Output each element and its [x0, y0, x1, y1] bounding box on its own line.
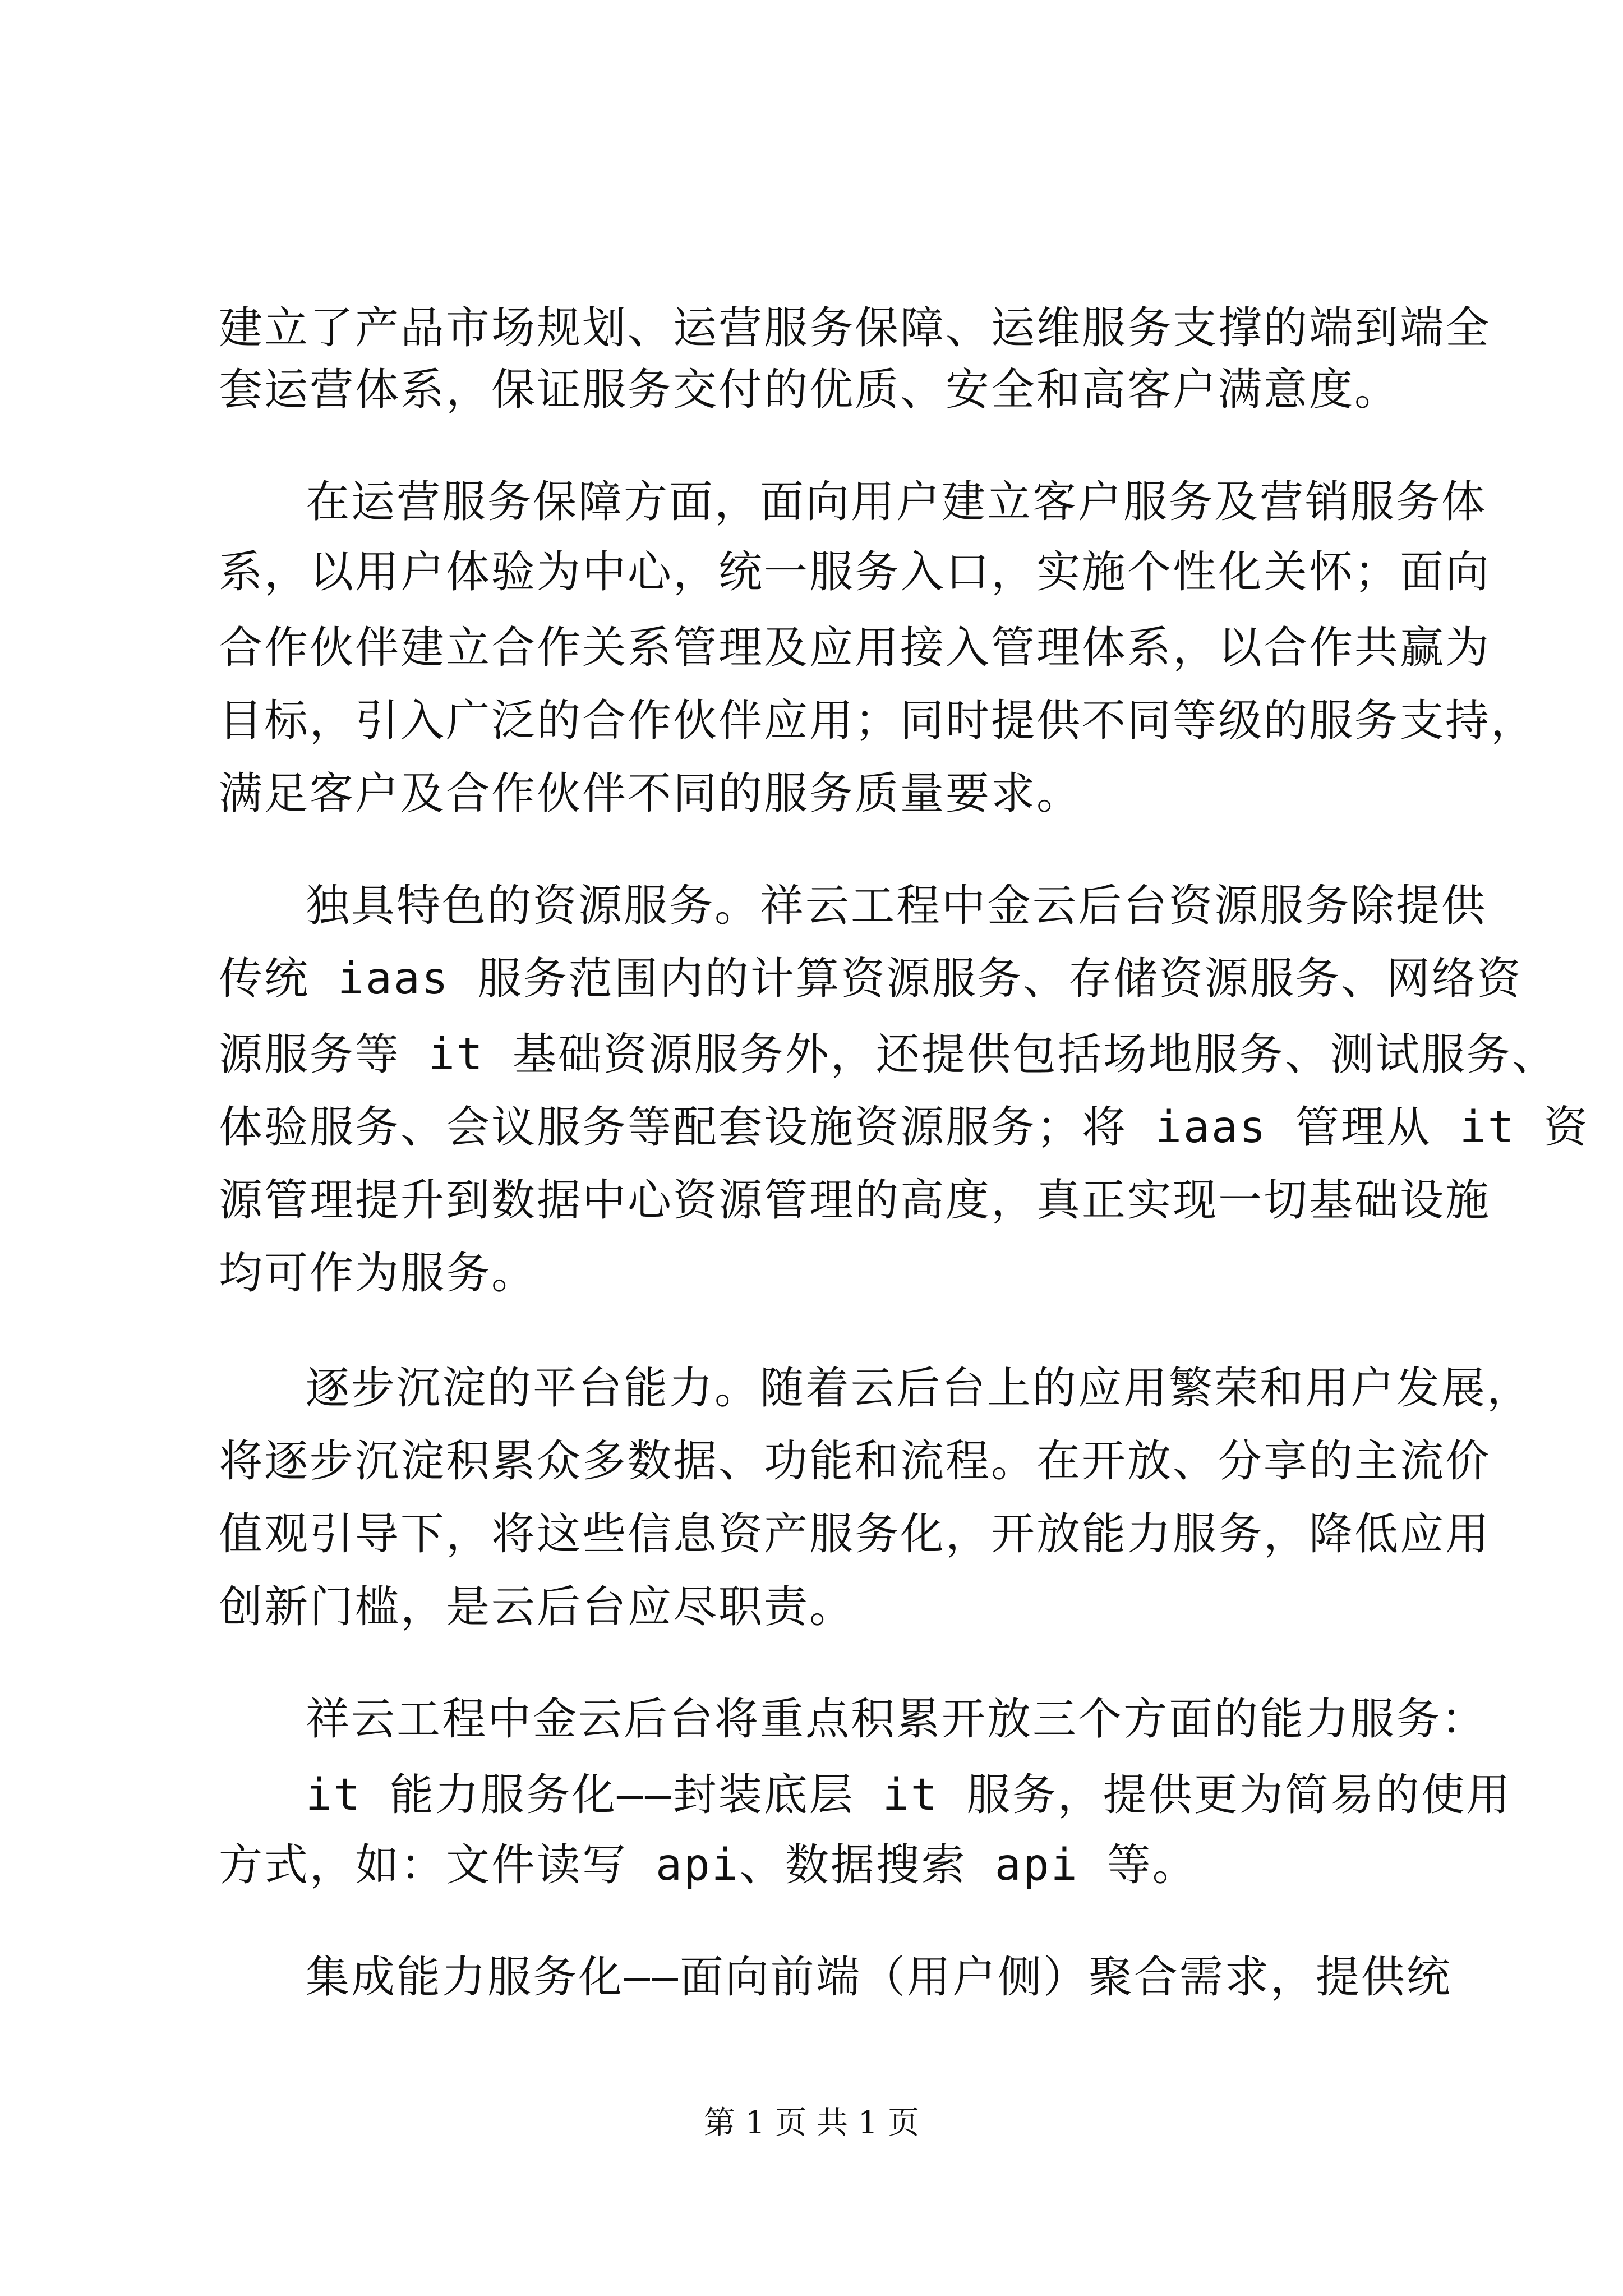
text-line: 体验服务、会议服务等配套设施资源服务；将 iaas 管理从 it 资 — [219, 1102, 1589, 1153]
text-line: 在运营服务保障方面，面向用户建立客户服务及营销服务体 — [306, 477, 1487, 527]
text-line: 源服务等 it 基础资源服务外，还提供包括场地服务、测试服务、 — [219, 1029, 1557, 1080]
text-line: 目标，引入广泛的合作伙伴应用；同时提供不同等级的服务支持， — [219, 696, 1537, 746]
text-line: 源管理提升到数据中心资源管理的高度，真正实现一切基础设施 — [219, 1175, 1491, 1226]
text-line: 建立了产品市场规划、运营服务保障、运维服务支撑的端到端全 — [219, 303, 1491, 353]
text-line: 满足客户及合作伙伴不同的服务质量要求。 — [219, 769, 1082, 819]
text-line: 集成能力服务化——面向前端（用户侧）聚合需求，提供统 — [306, 1952, 1452, 2003]
text-line: 均可作为服务。 — [219, 1248, 537, 1299]
text-line: 传统 iaas 服务范围内的计算资源服务、存储资源服务、网络资 — [219, 954, 1523, 1004]
text-line: 值观引导下，将这些信息资产服务化，开放能力服务，降低应用 — [219, 1509, 1491, 1559]
text-line: 合作伙伴建立合作关系管理及应用接入管理体系，以合作共赢为 — [219, 623, 1491, 673]
text-line: 逐步沉淀的平台能力。随着云后台上的应用繁荣和用户发展， — [306, 1363, 1533, 1414]
text-line: 系，以用户体验为中心，统一服务入口，实施个性化关怀；面向 — [219, 547, 1491, 597]
text-line: 方式，如：文件读写 api、数据搜索 api 等。 — [219, 1840, 1198, 1890]
text-line: it 能力服务化——封装底层 it 服务，提供更为简易的使用 — [306, 1770, 1512, 1820]
page-footer: 第 1 页 共 1 页 — [703, 2105, 920, 2141]
text-line: 祥云工程中金云后台将重点积累开放三个方面的能力服务： — [306, 1694, 1487, 1745]
text-line: 将逐步沉淀积累众多数据、功能和流程。在开放、分享的主流价 — [219, 1436, 1491, 1487]
text-line: 创新门槛，是云后台应尽职责。 — [219, 1582, 855, 1632]
text-line: 套运营体系，保证服务交付的优质、安全和高客户满意度。 — [219, 365, 1400, 415]
text-line: 独具特色的资源服务。祥云工程中金云后台资源服务除提供 — [306, 881, 1487, 931]
